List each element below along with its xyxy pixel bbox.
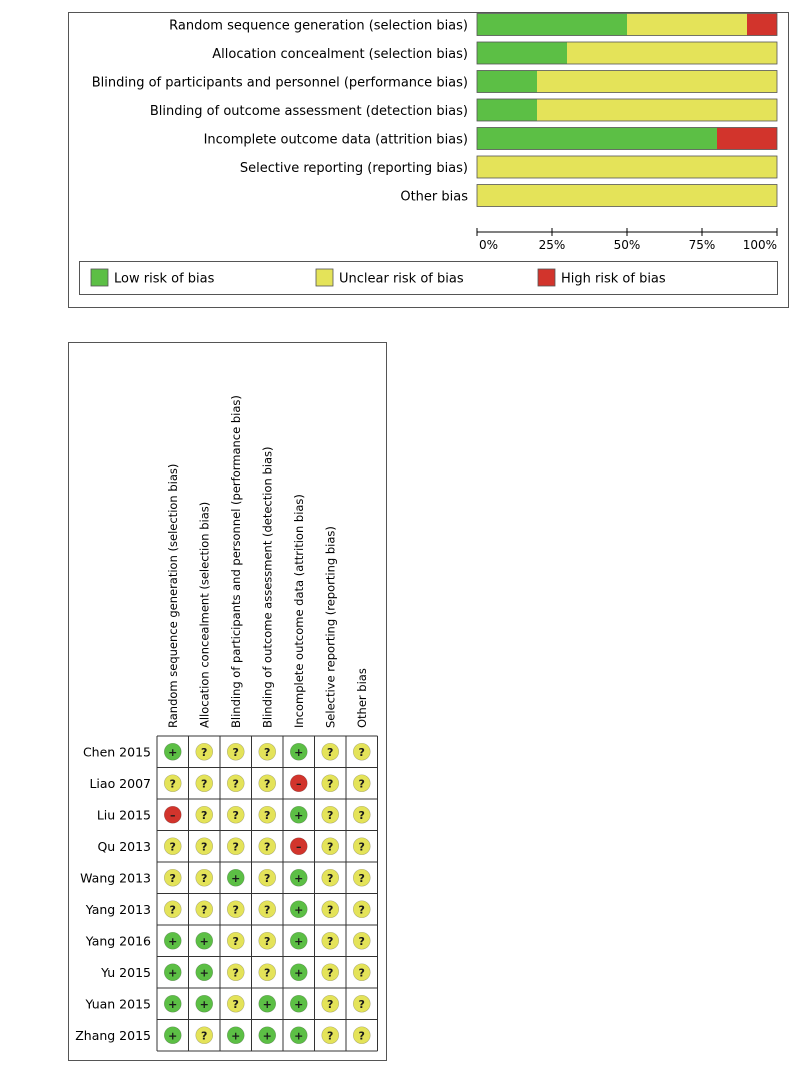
- rating-symbol: +: [231, 1029, 241, 1043]
- rating-symbol: ?: [358, 966, 365, 980]
- rating-symbol: ?: [201, 840, 208, 854]
- rating-symbol: ?: [232, 808, 239, 822]
- study-label: Yu 2015: [101, 964, 151, 980]
- rating-symbol: ?: [327, 934, 334, 948]
- category-label: Allocation concealment (selection bias): [212, 47, 468, 62]
- rating-symbol: ?: [169, 903, 176, 917]
- study-label: Qu 2013: [97, 838, 151, 854]
- table-frame: [69, 343, 387, 1061]
- rating-symbol: +: [168, 745, 178, 759]
- rating-symbol: +: [168, 997, 178, 1011]
- rating-symbol: ?: [327, 808, 334, 822]
- rating-symbol: ?: [264, 934, 271, 948]
- rating-symbol: +: [294, 1029, 304, 1043]
- rating-symbol: ?: [358, 808, 365, 822]
- rating-symbol: ?: [169, 777, 176, 791]
- rating-symbol: ?: [232, 777, 239, 791]
- rating-symbol: +: [294, 808, 304, 822]
- rating-symbol: ?: [264, 903, 271, 917]
- column-header: Blinding of outcome assessment (detection bias): [260, 446, 275, 728]
- rating-symbol: ?: [264, 840, 271, 854]
- legend-label: High risk of bias: [561, 271, 666, 287]
- study-label: Yang 2013: [85, 901, 151, 917]
- category-label: Random sequence generation (selection bias): [169, 18, 468, 34]
- column-headers: [166, 395, 369, 728]
- rating-symbol: +: [294, 903, 304, 917]
- rating-symbol: +: [294, 966, 304, 980]
- category-label: Other bias: [400, 189, 468, 205]
- rating-symbol: ?: [358, 903, 365, 917]
- rating-symbol: ?: [264, 808, 271, 822]
- rating-symbol: ?: [327, 997, 334, 1011]
- rating-symbol: ?: [358, 840, 365, 854]
- study-label: Zhang 2015: [75, 1027, 151, 1043]
- rating-symbol: ?: [264, 745, 271, 759]
- rating-symbol: –: [170, 808, 176, 822]
- column-header: Allocation concealment (selection bias): [197, 501, 212, 728]
- rating-symbol: ?: [232, 997, 239, 1011]
- rating-symbol: ?: [327, 777, 334, 791]
- legend-label: Unclear risk of bias: [339, 271, 464, 287]
- rating-symbol: ?: [358, 871, 365, 885]
- rating-symbol: ?: [201, 808, 208, 822]
- rating-symbol: ?: [201, 903, 208, 917]
- rating-symbol: ?: [327, 745, 334, 759]
- rating-symbol: ?: [358, 997, 365, 1011]
- rating-symbol: +: [294, 745, 304, 759]
- rating-symbol: +: [262, 1029, 272, 1043]
- rating-symbol: ?: [264, 871, 271, 885]
- rating-symbol: +: [199, 966, 209, 980]
- rating-symbol: ?: [232, 840, 239, 854]
- rating-symbol: +: [168, 934, 178, 948]
- column-header: Other bias: [354, 668, 369, 728]
- rating-symbol: ?: [327, 1029, 334, 1043]
- rating-symbol: –: [296, 777, 302, 791]
- rating-symbol: ?: [358, 934, 365, 948]
- study-label: Chen 2015: [82, 744, 151, 760]
- study-label: Liao 2007: [89, 775, 151, 791]
- column-header: Selective reporting (reporting bias): [323, 526, 338, 728]
- rating-symbol: ?: [201, 871, 208, 885]
- study-label: Yuan 2015: [85, 996, 151, 1012]
- rating-symbol: ?: [201, 745, 208, 759]
- rating-symbol: +: [168, 966, 178, 980]
- rating-symbol: +: [262, 997, 272, 1011]
- x-tick-label: 75%: [688, 238, 716, 252]
- rating-symbol: ?: [201, 1029, 208, 1043]
- rating-symbol: –: [296, 840, 302, 854]
- rating-symbol: ?: [358, 1029, 365, 1043]
- rating-symbol: ?: [232, 745, 239, 759]
- study-label: Yang 2016: [85, 933, 151, 949]
- study-label: Wang 2013: [80, 870, 151, 886]
- rating-symbol: ?: [327, 903, 334, 917]
- legend-label: Low risk of bias: [114, 271, 215, 287]
- rating-symbol: ?: [169, 871, 176, 885]
- category-label: Incomplete outcome data (attrition bias): [203, 132, 468, 148]
- rating-symbol: +: [231, 871, 241, 885]
- category-label: Blinding of outcome assessment (detection bias): [149, 104, 468, 119]
- rating-symbol: +: [294, 871, 304, 885]
- column-header: Incomplete outcome data (attrition bias): [291, 494, 306, 728]
- rating-symbol: +: [294, 997, 304, 1011]
- row-labels: [75, 744, 151, 1043]
- rating-symbol: ?: [358, 777, 365, 791]
- rating-symbol: +: [199, 997, 209, 1011]
- rating-symbol: ?: [264, 777, 271, 791]
- rating-symbol: ?: [169, 840, 176, 854]
- column-header: Blinding of participants and personnel (performance bias): [228, 395, 243, 728]
- x-tick-label: 0%: [479, 238, 499, 252]
- x-tick-label: 100%: [742, 238, 777, 252]
- rating-symbol: ?: [327, 966, 334, 980]
- rating-symbol: ?: [201, 777, 208, 791]
- rating-symbol: ?: [327, 871, 334, 885]
- category-label: Blinding of participants and personnel (performance bias): [91, 75, 468, 91]
- column-header: Random sequence generation (selection bias): [165, 463, 180, 728]
- rating-symbol: +: [294, 934, 304, 948]
- rating-symbol: ?: [264, 966, 271, 980]
- x-tick-label: 50%: [613, 238, 641, 252]
- rating-symbol: +: [168, 1029, 178, 1043]
- rating-symbol: ?: [327, 840, 334, 854]
- rating-symbol: ?: [232, 966, 239, 980]
- category-label: Selective reporting (reporting bias): [239, 161, 468, 176]
- rating-symbol: ?: [232, 934, 239, 948]
- rating-symbol: +: [199, 934, 209, 948]
- rating-symbol: ?: [358, 745, 365, 759]
- x-tick-label: 25%: [538, 238, 566, 252]
- rating-symbol: ?: [232, 903, 239, 917]
- study-label: Liu 2015: [96, 807, 151, 823]
